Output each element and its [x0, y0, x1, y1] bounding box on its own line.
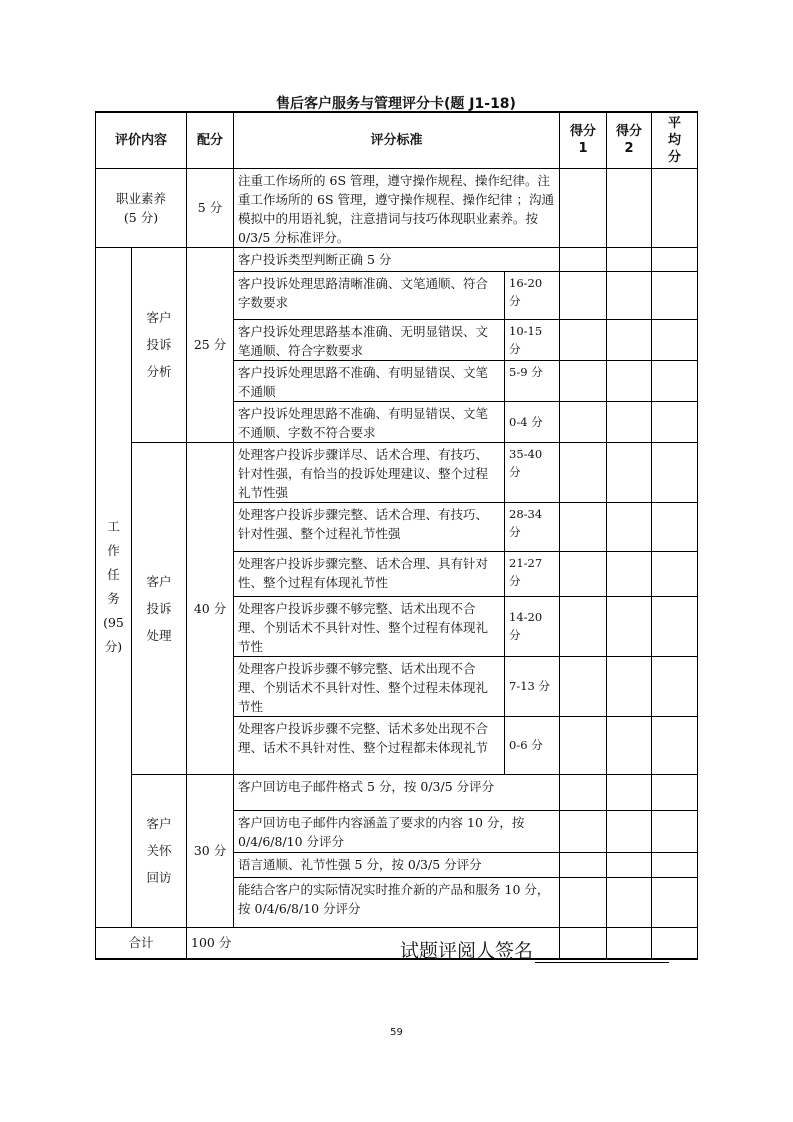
- score-cell[interactable]: [560, 551, 607, 596]
- analysis-criteria: 客户投诉处理思路不准确、有明显错误、文笔不通顺、字数不符合要求: [234, 401, 505, 442]
- header-score2: 得分 2: [607, 112, 652, 168]
- score-cell[interactable]: [652, 442, 698, 502]
- score-cell[interactable]: [607, 774, 652, 810]
- score-cell[interactable]: [607, 247, 652, 271]
- score-cell[interactable]: [560, 596, 607, 656]
- header-score1: 得分 1: [560, 112, 607, 168]
- total-points: 100 分: [187, 927, 560, 959]
- score-cell[interactable]: [560, 877, 607, 927]
- score-cell[interactable]: [652, 319, 698, 360]
- score-cell[interactable]: [652, 852, 698, 877]
- literacy-criteria: 注重工作场所的 6S 管理，遵守操作规程、操作纪律。注重工作场所的 6S 管理，遵守操作规程、操作纪律 ；沟通模拟中的用语礼貌，注意措词与技巧体现职业素养。按 0/3/5 分标准评分。: [234, 168, 560, 247]
- score-cell[interactable]: [652, 271, 698, 319]
- score-cell[interactable]: [607, 877, 652, 927]
- score-range: 5-9 分: [505, 360, 560, 401]
- page-title: 售后客户服务与管理评分卡(题 J1-18): [276, 96, 516, 112]
- score-cell[interactable]: [560, 502, 607, 551]
- score-cell[interactable]: [652, 877, 698, 927]
- score-cell[interactable]: [652, 774, 698, 810]
- score-range: 35-40 分: [505, 442, 560, 502]
- score-cell[interactable]: [652, 656, 698, 716]
- score-cell[interactable]: [652, 360, 698, 401]
- score-cell[interactable]: [607, 596, 652, 656]
- literacy-points: 5 分: [187, 168, 234, 247]
- page-number: 59: [390, 1027, 403, 1038]
- score-cell[interactable]: [607, 656, 652, 716]
- handling-criteria: 处理客户投诉步骤不够完整、话术出现不合理、个别话术不具针对性、整个过程有体现礼节性: [234, 596, 505, 656]
- score-cell[interactable]: [607, 360, 652, 401]
- signature-area: [400, 936, 669, 963]
- score-range: 16-20 分: [505, 271, 560, 319]
- score-range: 10-15 分: [505, 319, 560, 360]
- handling-label: 客户 投诉 处理: [132, 442, 187, 774]
- score-range: 21-27 分: [505, 551, 560, 596]
- score-cell[interactable]: [560, 810, 607, 852]
- care-points: 30 分: [187, 774, 234, 927]
- handling-points: 40 分: [187, 442, 234, 774]
- score-cell[interactable]: [560, 319, 607, 360]
- header-average: 平 均 分: [652, 112, 698, 168]
- analysis-criteria: 客户投诉处理思路基本准确、无明显错误、文笔通顺、符合字数要求: [234, 319, 505, 360]
- literacy-row: [96, 168, 698, 247]
- score-cell[interactable]: [560, 168, 607, 247]
- total-label: 合计: [96, 927, 187, 959]
- score-cell[interactable]: [652, 596, 698, 656]
- care-criteria: 语言通顺、礼节性强 5 分，按 0/3/5 分评分: [234, 852, 560, 877]
- handling-row: [96, 442, 698, 502]
- score-cell[interactable]: [607, 168, 652, 247]
- score-cell[interactable]: [560, 716, 607, 774]
- handling-criteria: 处理客户投诉步骤不够完整、话术出现不合理、个别话术不具针对性、整个过程未体现礼节性: [234, 656, 505, 716]
- score-cell[interactable]: [652, 810, 698, 852]
- score-range: 14-20 分: [505, 596, 560, 656]
- signature-label: 试题评阅人签名: [400, 940, 534, 962]
- score-cell[interactable]: [652, 247, 698, 271]
- literacy-label: 职业素养 (5 分): [96, 168, 187, 247]
- header-points: 配分: [187, 112, 234, 168]
- analysis-criteria: 客户投诉处理思路不准确、有明显错误、文笔不通顺: [234, 360, 505, 401]
- score-range: 28-34 分: [505, 502, 560, 551]
- score-cell[interactable]: [560, 442, 607, 502]
- score-cell[interactable]: [652, 168, 698, 247]
- score-range: 7-13 分: [505, 656, 560, 716]
- score-cell[interactable]: [652, 401, 698, 442]
- score-cell[interactable]: [560, 271, 607, 319]
- handling-criteria: 处理客户投诉步骤完整、话术合理、具有针对性、整个过程有体现礼节性: [234, 551, 505, 596]
- score-cell[interactable]: [607, 852, 652, 877]
- score-cell[interactable]: [560, 360, 607, 401]
- handling-criteria: 处理客户投诉步骤详尽、话术合理、有技巧、针对性强，有恰当的投诉处理建议、整个过程礼节性强: [234, 442, 505, 502]
- score-cell[interactable]: [560, 852, 607, 877]
- score-cell[interactable]: [607, 551, 652, 596]
- care-label: 客户 关怀 回访: [132, 774, 187, 927]
- score-cell[interactable]: [652, 551, 698, 596]
- score-cell[interactable]: [652, 502, 698, 551]
- score-cell[interactable]: [607, 401, 652, 442]
- score-cell[interactable]: [560, 656, 607, 716]
- scoring-table: [95, 111, 698, 960]
- score-cell[interactable]: [560, 247, 607, 271]
- score-range: 0-6 分: [505, 716, 560, 774]
- signature-line[interactable]: [535, 942, 669, 963]
- analysis-criteria: 客户投诉类型判断正确 5 分: [234, 247, 560, 271]
- header-criteria: 评分标准: [234, 112, 560, 168]
- score-range: 0-4 分: [505, 401, 560, 442]
- score-cell[interactable]: [652, 716, 698, 774]
- score-cell[interactable]: [560, 401, 607, 442]
- score-cell[interactable]: [560, 774, 607, 810]
- care-row: [96, 774, 698, 810]
- care-criteria: 客户回访电子邮件内容涵盖了要求的内容 10 分，按 0/4/6/8/10 分评分: [234, 810, 560, 852]
- handling-criteria: 处理客户投诉步骤完整、话术合理、有技巧、针对性强、整个过程礼节性强: [234, 502, 505, 551]
- header-row: [96, 112, 698, 168]
- care-criteria: 客户回访电子邮件格式 5 分，按 0/3/5 分评分: [234, 774, 560, 810]
- handling-criteria: 处理客户投诉步骤不完整、话术多处出现不合理、话术不具针对性、整个过程都未体现礼节: [234, 716, 505, 774]
- task-label: 工 作 任 务 (95 分): [96, 247, 132, 927]
- score-cell[interactable]: [607, 271, 652, 319]
- analysis-label: 客户 投诉 分析: [132, 247, 187, 442]
- score-cell[interactable]: [607, 810, 652, 852]
- analysis-criteria: 客户投诉处理思路清晰准确、文笔通顺、符合字数要求: [234, 271, 505, 319]
- analysis-row: [96, 247, 698, 271]
- score-cell[interactable]: [607, 442, 652, 502]
- care-criteria: 能结合客户的实际情况实时推介新的产品和服务 10 分，按 0/4/6/8/10 分评分: [234, 877, 560, 927]
- score-cell[interactable]: [607, 502, 652, 551]
- analysis-points: 25 分: [187, 247, 234, 442]
- score-cell[interactable]: [607, 716, 652, 774]
- header-content: 评价内容: [96, 112, 187, 168]
- score-cell[interactable]: [607, 319, 652, 360]
